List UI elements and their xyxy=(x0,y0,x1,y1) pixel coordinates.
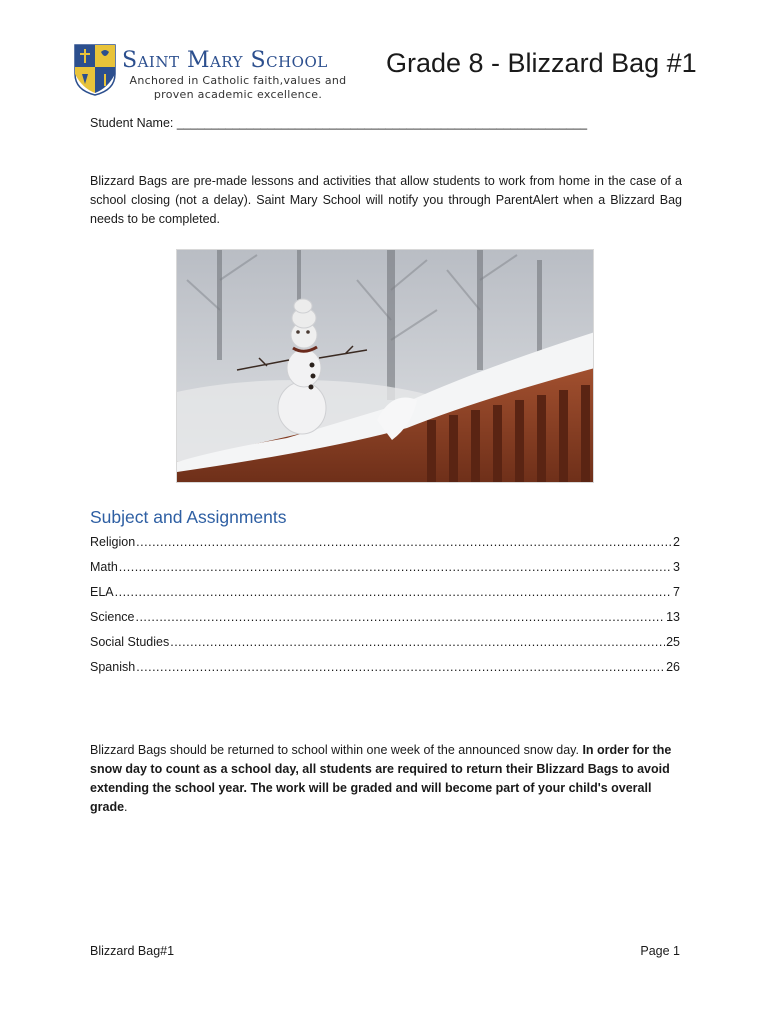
school-tagline-line2: proven academic excellence. xyxy=(153,88,323,101)
closing-bold-text: In order for the snow day to count as a school day, all students are required to return their Blizzard Bags to avoid extending the school year. The work will be graded and will become part of your child's overall grade xyxy=(90,743,672,814)
toc-entry-label: Social Studies xyxy=(90,635,170,649)
toc-entry-page: 25 xyxy=(666,635,680,649)
toc-entry-label: Spanish xyxy=(90,660,136,674)
toc-entry-page: 13 xyxy=(666,610,680,624)
toc-entry-social-studies xyxy=(90,633,680,658)
school-name: Saint Mary School xyxy=(122,48,328,73)
toc-entry-spanish xyxy=(90,658,680,683)
footer-doc-name: Blizzard Bag#1 xyxy=(90,944,175,958)
document-title: Grade 8 - Blizzard Bag #1 xyxy=(386,48,697,78)
school-tagline-line1: Anchored in Catholic faith,values and xyxy=(129,74,347,87)
toc-leader-dots xyxy=(119,558,672,576)
toc-entry-religion xyxy=(90,533,680,558)
toc-entry-math xyxy=(90,558,680,583)
toc-leader-dots xyxy=(136,533,672,551)
toc-entry-label: Math xyxy=(90,560,118,574)
toc-entry-ela xyxy=(90,583,680,608)
toc-leader-dots xyxy=(170,633,665,651)
toc-entry-label: Science xyxy=(90,610,135,624)
toc-leader-dots xyxy=(115,583,672,601)
toc-entry-label: Religion xyxy=(90,535,136,549)
toc-entry-page: 2 xyxy=(673,535,680,549)
school-tagline xyxy=(128,74,348,102)
student-name-field: Student Name: ___________________________________________________________ xyxy=(90,116,588,130)
toc-entry-page: 7 xyxy=(673,585,680,599)
toc-entry-science xyxy=(90,608,680,633)
toc-entry-label: ELA xyxy=(90,585,114,599)
closing-paragraph xyxy=(90,741,682,817)
toc-leader-dots xyxy=(136,658,665,676)
closing-text: Blizzard Bags should be returned to school within one week of the announced snow day. xyxy=(90,743,583,757)
closing-end: . xyxy=(124,800,128,814)
footer-page-number: Page 1 xyxy=(640,944,680,958)
toc-entry-page: 3 xyxy=(673,560,680,574)
intro-paragraph: Blizzard Bags are pre-made lessons and activities that allow students to work from home in the case of a school closing (not a delay). Saint Mary School will notify you through ParentAlert when a Blizzard Bag needs to be completed. xyxy=(90,174,682,226)
school-logo-shield xyxy=(74,44,116,96)
toc-entry-page: 26 xyxy=(666,660,680,674)
subjects-heading: Subject and Assignments xyxy=(90,507,287,527)
subjects-toc xyxy=(90,533,680,683)
snowman-photo xyxy=(176,249,594,483)
toc-leader-dots xyxy=(135,608,665,626)
